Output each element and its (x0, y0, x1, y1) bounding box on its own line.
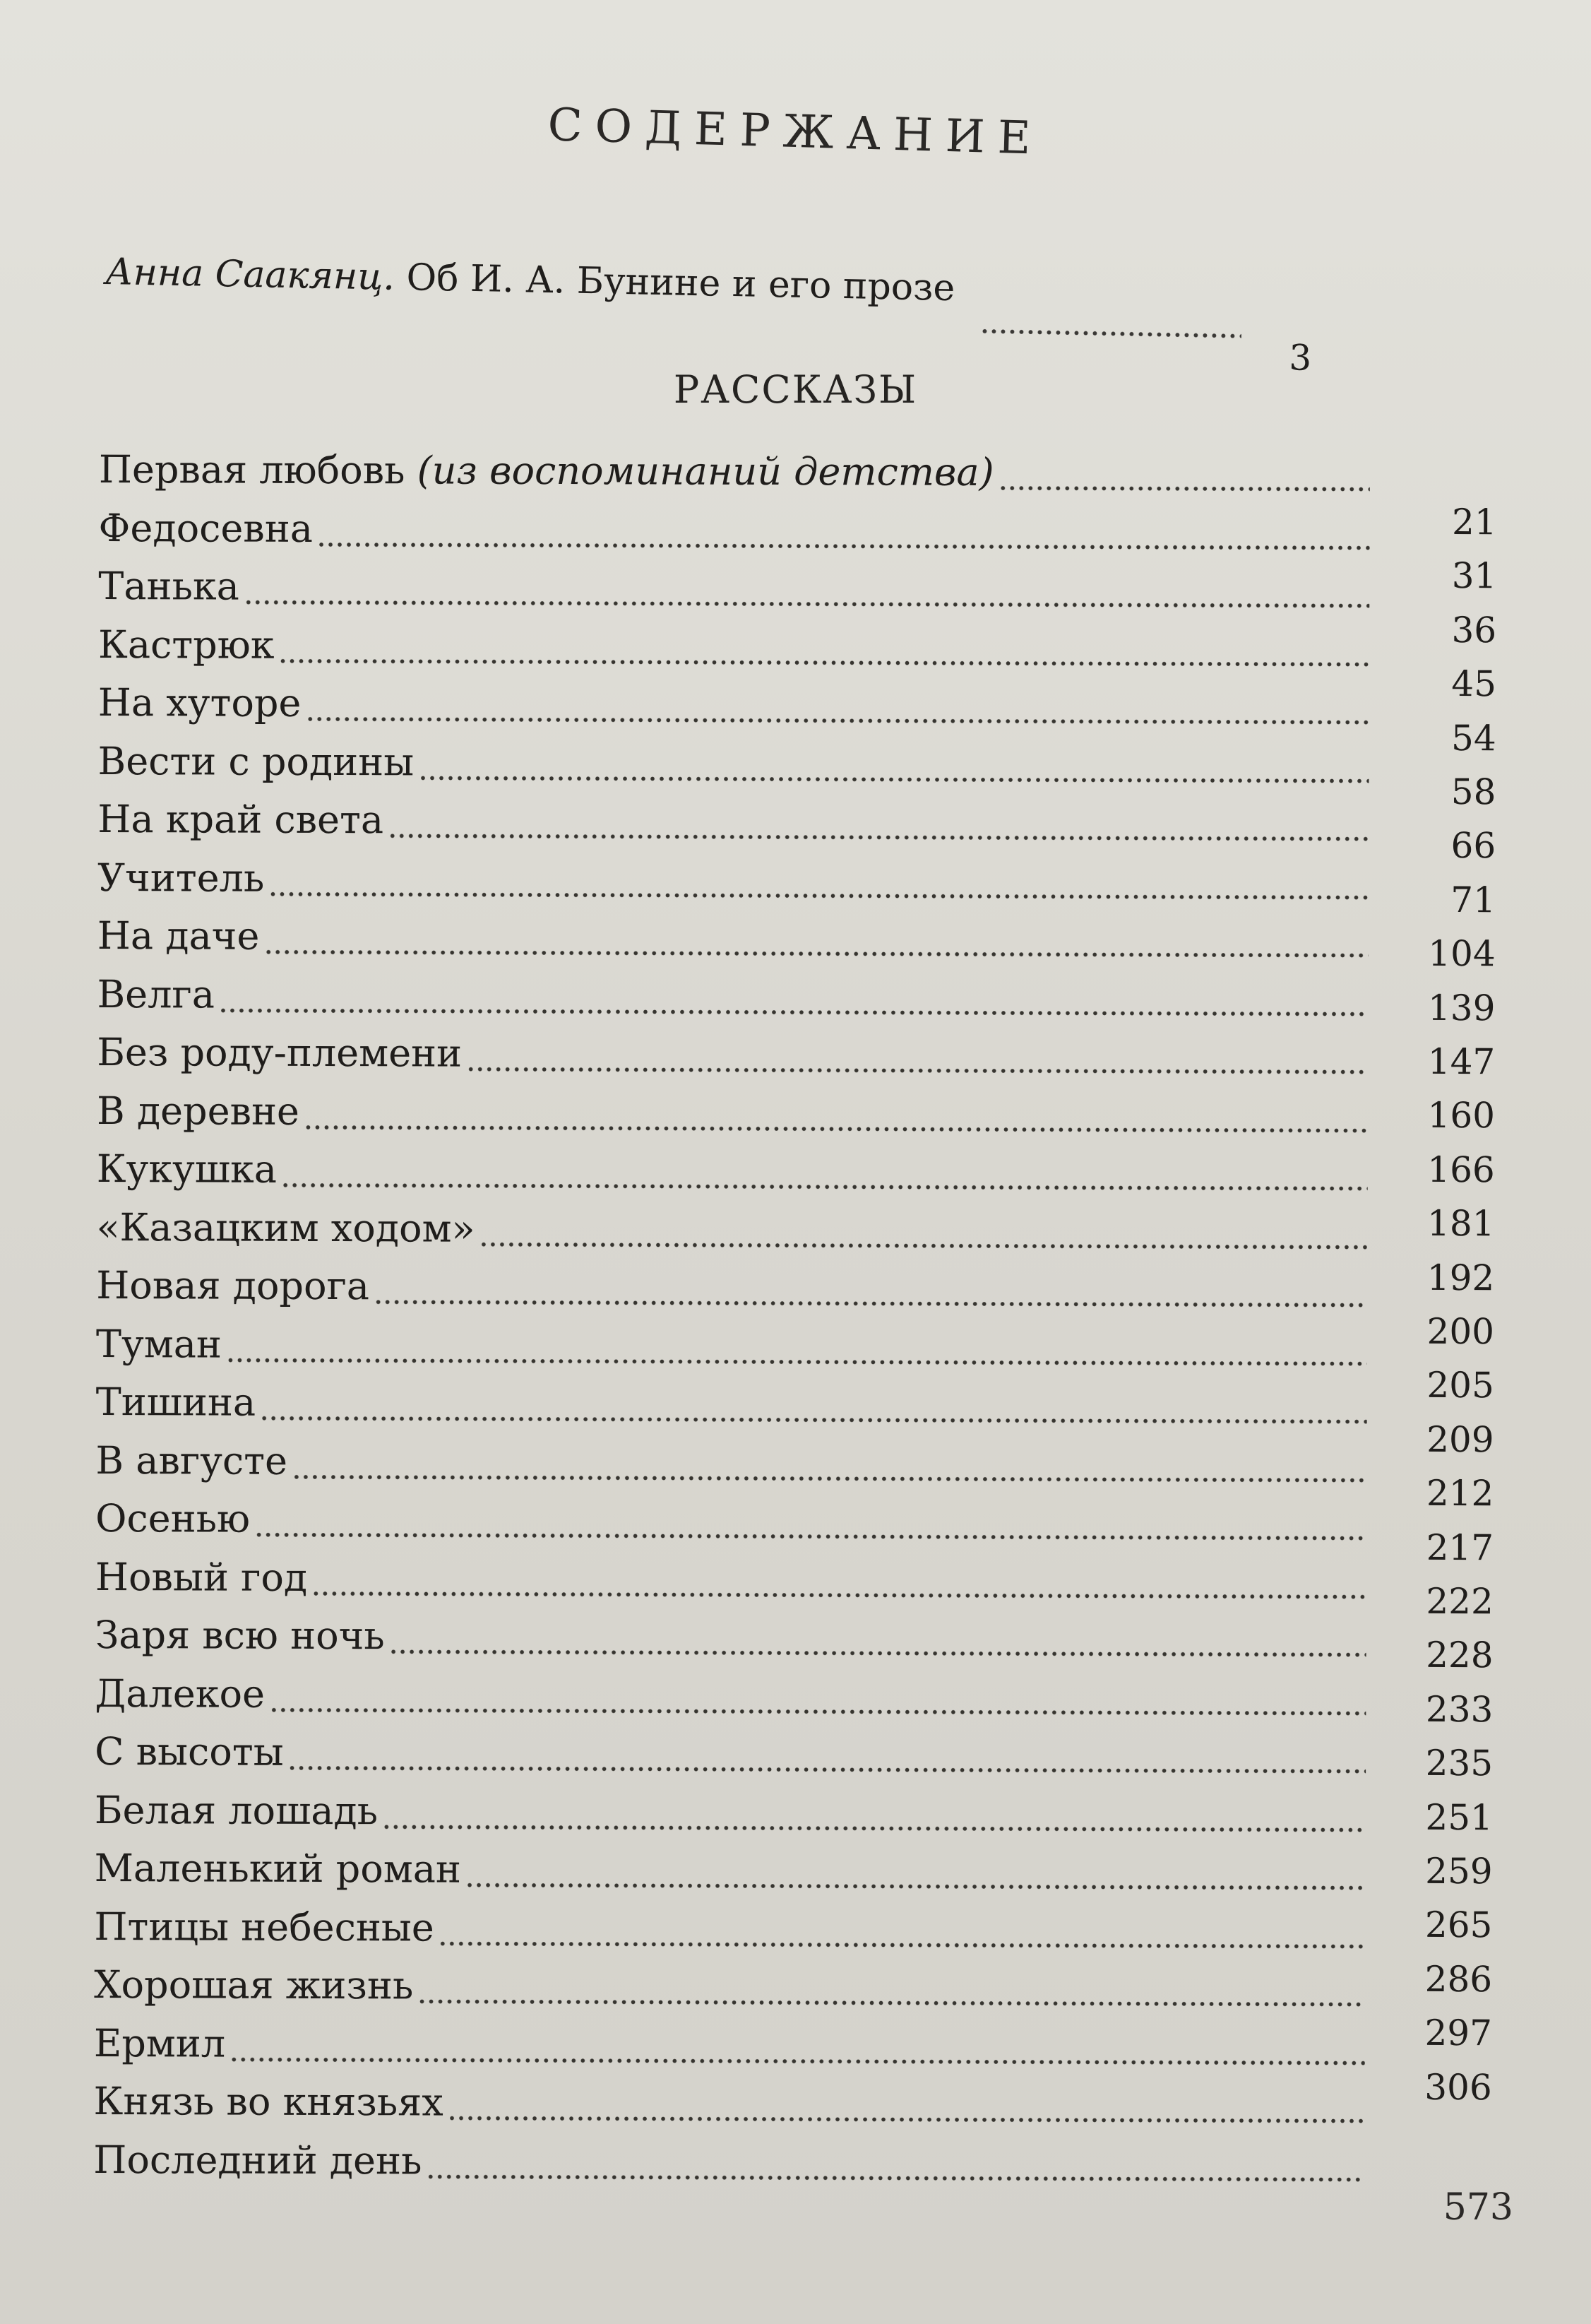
toc-entry-title-text: Новый год (95, 1554, 308, 1600)
toc-page-number: 54 (1450, 717, 1496, 759)
dot-leader (388, 833, 1369, 841)
toc-entry-title-text: Хорошая жизнь (94, 1962, 414, 2008)
toc-entry-title (95, 1490, 250, 1548)
section-title: РАССКАЗЫ (673, 367, 918, 412)
toc-entry-title (94, 1898, 434, 1956)
toc-entry (98, 558, 1369, 619)
toc-page-number: 200 (1426, 1310, 1495, 1353)
dot-leader (218, 1007, 1368, 1016)
intro-entry-text (105, 247, 955, 313)
toc-entry-title (96, 1374, 256, 1431)
toc-entry-title-text: На даче (97, 913, 260, 959)
toc-entry (97, 966, 1368, 1026)
toc-entry (97, 733, 1369, 793)
toc-page-number: 228 (1426, 1635, 1494, 1676)
toc-page-number: 181 (1427, 1203, 1495, 1245)
dot-leader (278, 658, 1369, 667)
toc-entry-title (94, 1957, 413, 2014)
toc-entry-subtitle: (из воспоминаний детства) (417, 448, 994, 494)
toc-entry-title-text: Велга (97, 971, 215, 1017)
toc-entry (93, 2131, 1364, 2192)
toc-page-number: 104 (1428, 933, 1496, 975)
toc-page-number: 222 (1426, 1580, 1494, 1623)
toc-entry-title-text: Тишина (95, 1379, 256, 1425)
toc-entry-title (97, 791, 383, 848)
toc-page-number: 235 (1425, 1743, 1494, 1784)
toc-page-number: 297 (1424, 2012, 1493, 2054)
toc-page-number: 286 (1424, 1958, 1493, 2000)
intro-dot-leader (980, 328, 1241, 338)
dot-leader (244, 600, 1369, 609)
dot-leader (426, 2174, 1364, 2182)
toc-entry (93, 2073, 1364, 2134)
dot-leader (479, 1241, 1367, 1250)
toc-entry (96, 1199, 1367, 1259)
toc-entry-title (97, 1141, 277, 1198)
toc-entry-title (95, 1548, 307, 1606)
toc-entry-title-text: Князь во князьях (93, 2078, 443, 2125)
toc-page-number: 306 (1424, 2066, 1492, 2108)
toc-entry (94, 1898, 1365, 1959)
toc-page-number: 217 (1426, 1526, 1494, 1568)
toc-page-number: 21 (1451, 502, 1497, 543)
dot-leader (269, 1707, 1366, 1716)
toc-page-number: 45 (1451, 663, 1497, 705)
dot-leader (417, 1998, 1365, 2007)
intro-author: Анна Саакянц. (105, 250, 395, 299)
dot-leader (281, 1182, 1368, 1192)
toc-entry (96, 1374, 1367, 1435)
toc-entry (95, 1840, 1366, 1901)
toc-entry-title-text: Заря всю ночь (95, 1612, 385, 1659)
toc-entry (98, 616, 1369, 677)
toc-entry-title-text: Федосевна (98, 505, 314, 551)
toc-entry-title (97, 1082, 299, 1139)
toc-entry (96, 1257, 1367, 1318)
dot-leader (374, 1299, 1367, 1308)
toc-page-number: 147 (1427, 1041, 1496, 1083)
toc-entry (98, 675, 1369, 735)
toc-entry (95, 1607, 1366, 1668)
page-title: СОДЕРЖАНИЕ (547, 99, 1044, 165)
toc-page-number: 66 (1450, 825, 1496, 867)
toc-page-number: 139 (1427, 987, 1496, 1028)
toc-entry-title-text: С высоты (95, 1729, 284, 1774)
toc-page-number: 58 (1450, 771, 1496, 813)
dot-leader (311, 1590, 1366, 1599)
toc-entry-title (98, 558, 239, 615)
toc-entry-title (98, 616, 275, 673)
toc-page-number: 251 (1425, 1796, 1493, 1838)
toc-entry-title (98, 675, 302, 732)
toc-entry-title (97, 849, 265, 906)
toc-entry-title (99, 441, 994, 501)
toc-entry-title (97, 966, 215, 1023)
toc-entry-title-text: Маленький роман (94, 1845, 462, 1892)
toc-entry-title (95, 1432, 287, 1489)
dot-leader (254, 1532, 1366, 1541)
toc-entry-title-text: В деревне (96, 1088, 300, 1134)
dot-leader (287, 1765, 1366, 1774)
dot-leader (230, 2056, 1365, 2065)
folio-page-number: 573 (1443, 2186, 1513, 2229)
dot-leader (389, 1649, 1366, 1657)
toc-entry (97, 1082, 1368, 1143)
dot-leader (306, 716, 1369, 725)
toc-entry-title-text: Последний день (93, 2137, 422, 2183)
toc-entry-title (93, 2073, 443, 2131)
toc-entry (96, 1315, 1367, 1376)
toc-entry-title-text: На край света (97, 796, 384, 843)
dot-leader (226, 1357, 1367, 1366)
toc-entry-title (98, 499, 313, 557)
toc-entry-title-text: Вести с родины (97, 738, 415, 784)
toc-entry (95, 1665, 1366, 1726)
intro-entry (104, 247, 1483, 386)
toc-entry-title (94, 2015, 226, 2072)
toc-entry (97, 1141, 1368, 1202)
toc-entry-title (97, 733, 414, 790)
toc-entry-title-text: «Казацким ходом» (96, 1204, 475, 1251)
toc-entry-title (96, 1315, 222, 1373)
dot-leader (264, 949, 1369, 959)
dot-leader (418, 775, 1369, 783)
toc-entry (94, 1957, 1365, 2017)
toc-page-number: 205 (1426, 1365, 1494, 1406)
toc-entry-title (96, 1199, 475, 1257)
toc-page-number: 212 (1426, 1473, 1494, 1514)
toc-page-number: 192 (1426, 1257, 1495, 1298)
toc-entry-title-text: Кукушка (96, 1146, 278, 1192)
toc-entry-title (95, 1607, 385, 1664)
dot-leader (317, 541, 1370, 550)
toc-page-number: 265 (1424, 1904, 1493, 1946)
toc-page-number: 233 (1425, 1688, 1494, 1731)
toc-page-number: 31 (1451, 555, 1497, 597)
toc-entry-title (93, 2131, 422, 2188)
toc-entry-title-text: Без роду-племени (97, 1029, 463, 1076)
toc-entry-title (95, 1840, 462, 1898)
dot-leader (268, 891, 1369, 900)
toc-entry-title-text: Белая лошадь (94, 1787, 379, 1833)
toc-page-number: 259 (1425, 1850, 1493, 1892)
toc-entry-title (95, 1665, 265, 1722)
toc-entry-title (95, 1781, 378, 1839)
toc-entry (97, 791, 1369, 852)
dot-leader (999, 485, 1370, 492)
toc-page-number: 71 (1450, 879, 1496, 921)
toc-entry (97, 1024, 1368, 1085)
toc-entry-title-text: В августе (95, 1437, 288, 1483)
toc-entry-title-text: Новая дорога (96, 1262, 370, 1309)
toc-entry (97, 908, 1369, 968)
toc-entry (97, 849, 1369, 910)
toc-entry-title (97, 1024, 462, 1082)
dot-leader (448, 2116, 1365, 2124)
toc-entry-title-text: Птицы небесные (94, 1904, 434, 1950)
dot-leader (382, 1824, 1366, 1832)
toc-entry-title-text: Кастрюк (97, 622, 275, 668)
dot-leader (304, 1124, 1368, 1133)
toc-entry-title (95, 1724, 284, 1781)
toc-entry-title-text: Учитель (97, 855, 265, 901)
toc-page-number: 166 (1427, 1149, 1495, 1191)
dot-leader (438, 1940, 1365, 1949)
toc-page-number: 160 (1427, 1095, 1496, 1137)
toc-page-number: 36 (1451, 609, 1497, 651)
toc-entry-title-text: Первая любовь (98, 446, 417, 493)
toc-entry (94, 2015, 1365, 2075)
toc-entry-title-text: Осенью (95, 1495, 251, 1541)
toc-entry (95, 1781, 1366, 1842)
dot-leader (466, 1067, 1368, 1075)
toc-list (93, 441, 1497, 2282)
toc-entry-title-text: На хуторе (97, 680, 302, 725)
intro-title: Об И. А. Бунине и его прозе (394, 256, 955, 310)
toc-entry-title (97, 908, 260, 965)
toc-entry (99, 441, 1370, 502)
dot-leader (465, 1883, 1366, 1891)
toc-entry (98, 499, 1369, 560)
toc-entry-title-text: Туман (95, 1321, 222, 1367)
toc-entry-title-text: Ермил (93, 2020, 226, 2066)
toc-entry-title-text: Далекое (95, 1671, 266, 1717)
dot-leader (292, 1474, 1366, 1483)
intro-page-number: 3 (1288, 337, 1312, 379)
toc-entry-title-text: Танька (98, 563, 240, 609)
toc-entry (95, 1490, 1366, 1551)
toc-entry-title (96, 1257, 369, 1315)
dot-leader (260, 1416, 1367, 1425)
toc-page-number: 209 (1426, 1418, 1494, 1461)
toc-entry (95, 1548, 1366, 1609)
toc-entry (95, 1432, 1366, 1493)
toc-entry (95, 1724, 1366, 1784)
